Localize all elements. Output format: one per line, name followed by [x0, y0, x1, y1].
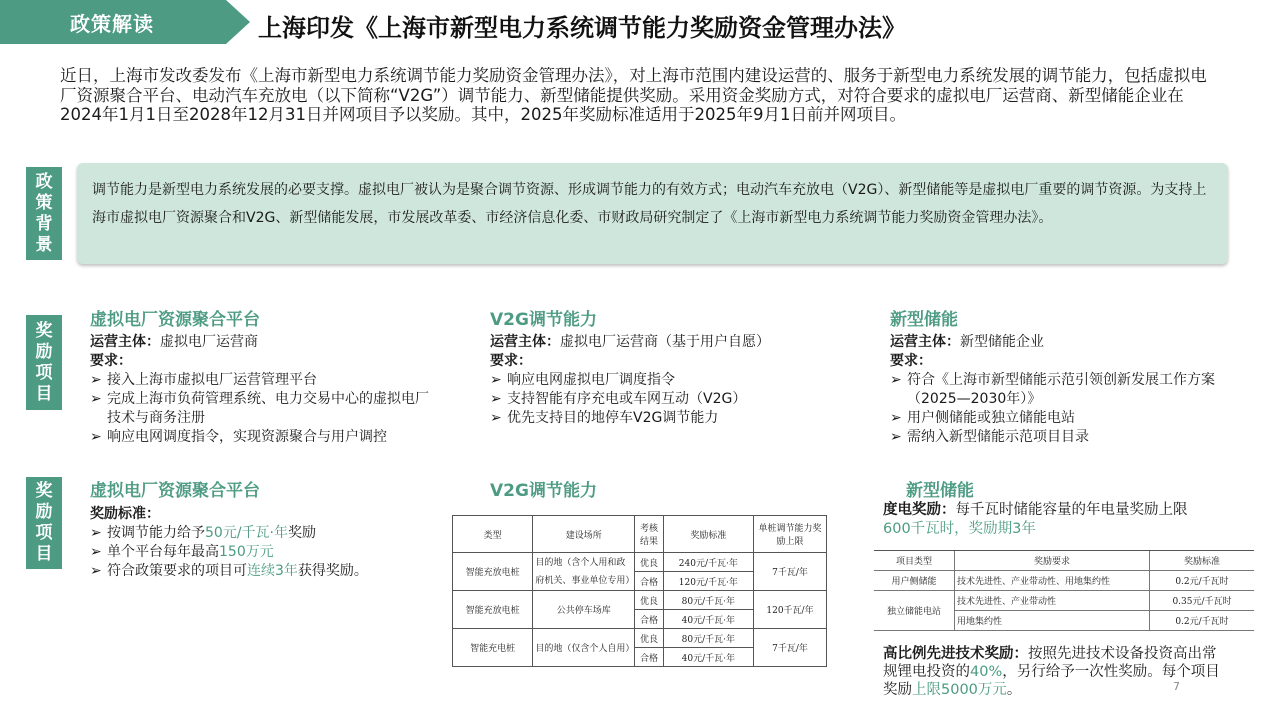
operator-value: 虚拟电厂运营商（基于用户自愿）: [560, 334, 770, 350]
requirements-label: 要求：: [890, 353, 932, 369]
side-char: 背: [35, 213, 53, 234]
table-header: 类型: [453, 516, 533, 553]
side-char: 政: [35, 171, 53, 192]
bullet-arrow-icon: ➢: [90, 563, 102, 579]
advanced-tech-reward: 高比例先进技术奖励：按照先进技术设备投资高出常规锂电投资的40%，另行给予一次性奖励。每个项目奖励上限5000万元。: [883, 646, 1220, 698]
table-cell: 合格: [635, 610, 663, 629]
requirement-item: ➢ 响应电网虚拟电厂调度指令: [490, 372, 675, 388]
reward-item: ➢ 按调节能力给予50元/千瓦·年奖励: [90, 525, 316, 541]
bullet-arrow-icon: ➢: [90, 429, 102, 445]
operator-value: 新型储能企业: [960, 334, 1044, 350]
table-row: [453, 553, 827, 572]
table-row: [453, 591, 827, 610]
table-cell: 80元/千瓦·年: [663, 591, 753, 610]
bullet-arrow-icon: ➢: [90, 372, 102, 388]
table-cell: 120元/千瓦·年: [663, 572, 753, 591]
table-row: [453, 629, 827, 648]
side-char: 目: [35, 544, 53, 564]
discharge-reward-highlight: 600千瓦时，奖励期3年: [883, 521, 1036, 537]
reward-standard-label: 奖励标准：: [90, 506, 160, 522]
reward-item: ➢ 符合政策要求的项目可连续3年获得奖励。: [90, 563, 368, 579]
table-row: [874, 591, 1254, 611]
table-cell: 80元/千瓦·年: [663, 629, 753, 648]
reward-title: V2G调节能力: [490, 481, 597, 501]
table-header: 考核结果: [635, 516, 663, 553]
header-tag-label: 政策解读: [70, 12, 154, 36]
reward-item: ➢ 单个平台每年最高150万元: [90, 544, 274, 560]
table-cell: 优良: [635, 553, 663, 572]
table-cell: 240元/千瓦·年: [663, 553, 753, 572]
requirement-item: ➢ 符合《上海市新型储能示范引领创新发展工作方案（2025—2030年）》: [890, 372, 1215, 407]
table-cell: 120千瓦/年: [753, 591, 826, 629]
side-char: 励: [35, 341, 53, 362]
table-header: 奖励标准: [1150, 551, 1255, 571]
table-cell: 目的地（仅含个人自用）: [533, 629, 635, 667]
discharge-reward-label: 度电奖励：: [883, 502, 956, 518]
page-number: 7: [1173, 680, 1180, 693]
side-label-rewards: [26, 477, 62, 569]
table-cell: 0.2元/千瓦时: [1150, 571, 1255, 591]
table-header-row: [874, 551, 1254, 571]
page-title: 上海印发《上海市新型电力系统调节能力奖励资金管理办法》: [258, 14, 906, 42]
bullet-arrow-icon: ➢: [490, 391, 502, 407]
side-label-projects: [26, 315, 62, 410]
table-cell: 40元/千瓦·年: [663, 648, 753, 667]
bullet-arrow-icon: ➢: [890, 429, 902, 445]
table-cell: 合格: [635, 648, 663, 667]
requirement-item: ➢ 支持智能有序充电或车网互动（V2G）: [490, 391, 747, 407]
requirement-item: ➢ 用户侧储能或独立储能电站: [890, 410, 1075, 426]
side-char: 策: [35, 192, 53, 213]
reward-vpp: [90, 476, 430, 581]
bullet-arrow-icon: ➢: [890, 372, 902, 388]
table-header: 项目类型: [874, 551, 955, 571]
requirements-label: 要求：: [490, 353, 532, 369]
project-vpp: [90, 305, 440, 447]
side-char: 奖: [35, 320, 53, 341]
table-cell: 用户侧储能: [874, 571, 955, 591]
table-header: 奖励标准: [663, 516, 753, 553]
advanced-tech-label: 高比例先进技术奖励：: [883, 646, 1028, 662]
bullet-arrow-icon: ➢: [90, 391, 102, 407]
side-char: 奖: [35, 481, 53, 501]
operator-label: 运营主体：: [490, 334, 560, 350]
table-cell: 智能充电桩: [453, 629, 533, 667]
table-cell: 0.35元/千瓦时: [1150, 591, 1255, 611]
background-text: 调节能力是新型电力系统发展的必要支撑。虚拟电厂被认为是聚合调节资源、形成调节能力的有效方式；电动汽车充放电（V2G）、新型储能等是虚拟电厂重要的调节资源。为支持上海市虚拟电厂资源聚合和V2G、新型储能发展，市发展改革委、市经济信息化委、市财政局研究制定了《上海市新型电力系统调节能力奖励资金管理办法》。: [92, 182, 1207, 226]
discharge-reward: [883, 501, 1228, 539]
requirements-label: 要求：: [90, 353, 132, 369]
table-cell: 技术先进性、产业带动性: [955, 591, 1150, 611]
table-cell: 技术先进性、产业带动性、用地集约性: [955, 571, 1150, 591]
bullet-arrow-icon: ➢: [90, 544, 102, 560]
table-cell: 智能充放电桩: [453, 553, 533, 591]
side-label-background: [26, 167, 62, 260]
table-cell: 目的地（含个人用和政府机关、事业单位专用）: [533, 553, 635, 591]
side-char: 景: [35, 234, 53, 255]
bullet-arrow-icon: ➢: [890, 410, 902, 426]
table-header: 建设场所: [533, 516, 635, 553]
operator-label: 运营主体：: [90, 334, 160, 350]
table-cell: 0.2元/千瓦时: [1150, 611, 1255, 631]
table-cell: 7千瓦/年: [753, 629, 826, 667]
table-cell: 智能充放电桩: [453, 591, 533, 629]
side-char: 励: [35, 502, 53, 522]
project-title: 新型储能: [890, 310, 958, 330]
table-header: 奖励要求: [955, 551, 1150, 571]
table-header: 单桩调节能力奖励上限: [753, 516, 826, 553]
discharge-reward-text: 每千瓦时储能容量的年电量奖励上限: [955, 502, 1188, 518]
bullet-arrow-icon: ➢: [90, 525, 102, 541]
bullet-arrow-icon: ➢: [490, 372, 502, 388]
table-cell: 40元/千瓦·年: [663, 610, 753, 629]
requirement-item: ➢ 接入上海市虚拟电厂运营管理平台: [90, 372, 317, 388]
project-title: 虚拟电厂资源聚合平台: [90, 310, 260, 330]
v2g-reward-table: [452, 515, 827, 667]
table-cell: 7千瓦/年: [753, 553, 826, 591]
project-title: V2G调节能力: [490, 310, 597, 330]
table-row: [874, 571, 1254, 591]
reward-title: 新型储能: [906, 481, 974, 501]
operator-value: 虚拟电厂运营商: [160, 334, 258, 350]
table-cell: 合格: [635, 572, 663, 591]
requirement-item: ➢ 优先支持目的地停车V2G调节能力: [490, 410, 719, 426]
project-v2g: [490, 305, 850, 428]
intro-paragraph: 近日，上海市发改委发布《上海市新型电力系统调节能力奖励资金管理办法》，对上海市范围内建设运营的、服务于新型电力系统发展的调节能力，包括虚拟电厂资源聚合平台、电动汽车充放电（以下简称“V2G”）调节能力、新型储能提供奖励。采用资金奖励方式，对符合要求的虚拟电厂运营商、新型储能企业在2024年1月1日至2028年12月31日并网项目予以奖励。其中，2025年奖励标准适用于2025年9月1日前并网项目。: [60, 66, 1207, 124]
storage-reward-table: [874, 550, 1254, 631]
side-char: 项: [35, 523, 53, 543]
operator-label: 运营主体：: [890, 334, 960, 350]
side-char: 项: [35, 362, 53, 383]
bullet-arrow-icon: ➢: [490, 410, 502, 426]
project-storage: [890, 305, 1245, 447]
table-header-row: [453, 516, 827, 553]
table-cell: 优良: [635, 629, 663, 648]
table-cell: 用地集约性: [955, 611, 1150, 631]
table-cell: 优良: [635, 591, 663, 610]
requirement-item: ➢ 需纳入新型储能示范项目目录: [890, 429, 1089, 445]
side-char: 目: [35, 383, 53, 404]
table-cell: 公共停车场库: [533, 591, 635, 629]
reward-title: 虚拟电厂资源聚合平台: [90, 481, 260, 501]
table-cell: 独立储能电站: [874, 591, 955, 631]
requirement-item: ➢ 响应电网调度指令，实现资源聚合与用户调控: [90, 429, 387, 445]
requirement-item: ➢ 完成上海市负荷管理系统、电力交易中心的虚拟电厂技术与商务注册: [90, 391, 429, 426]
